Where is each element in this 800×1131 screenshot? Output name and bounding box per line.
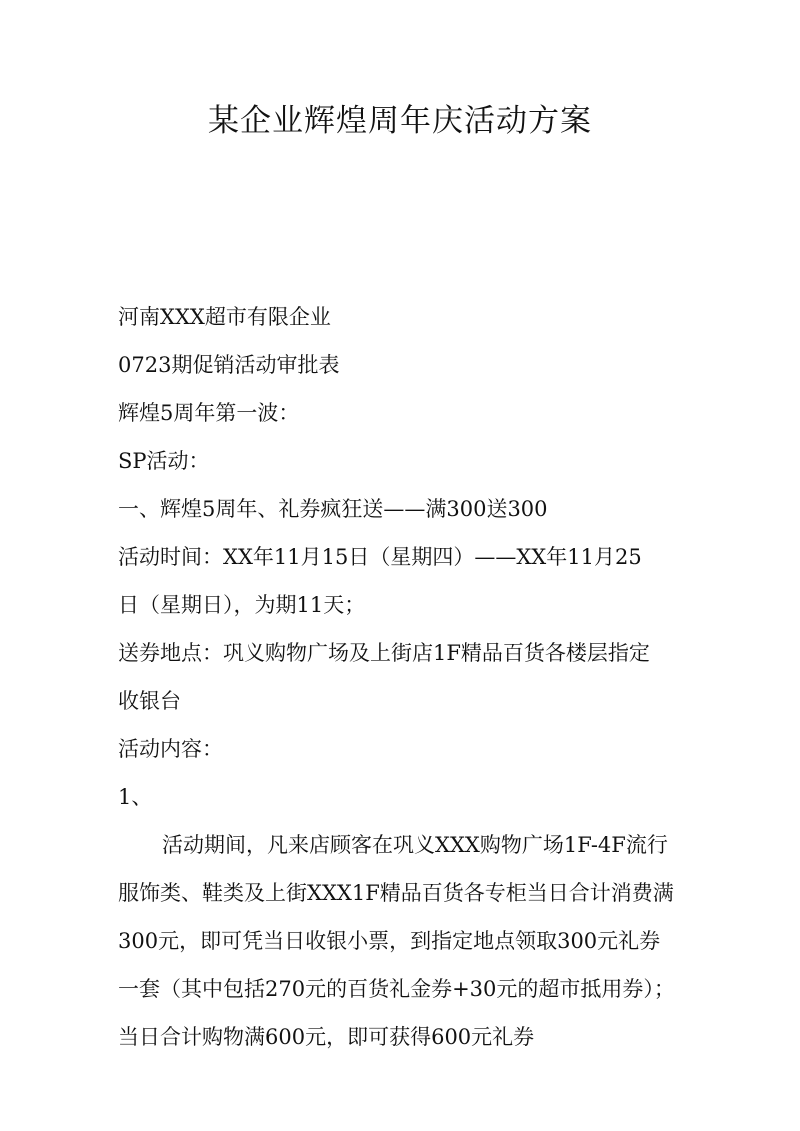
description-line-1: 活动期间，凡来店顾客在巩义XXX购物广场1F-4F流行 <box>162 833 668 857</box>
sp-activity-line: SP活动： <box>118 449 210 473</box>
activity-time <box>118 533 698 629</box>
approval-line: 0723期促销活动审批表 <box>118 353 340 377</box>
document-title: 某企业辉煌周年庆活动方案 <box>208 103 592 139</box>
activity-time-line-2: 日（星期日），为期11天； <box>118 593 366 617</box>
coupon-location-line-2: 收银台 <box>118 689 181 713</box>
company-line: 河南XXX超市有限企业 <box>118 305 331 329</box>
item-number: 1、 <box>118 785 153 809</box>
document-body <box>118 293 698 1061</box>
description-line-5: 当日合计购物满600元，即可获得600元礼券 <box>118 1025 535 1049</box>
coupon-location-line-1: 送券地点：巩义购物广场及上街店1F精品百货各楼层指定 <box>118 641 650 665</box>
section-heading: 一、辉煌5周年、礼券疯狂送——满300送300 <box>118 497 548 521</box>
description-line-3: 300元，即可凭当日收银小票，到指定地点领取300元礼券 <box>118 929 661 953</box>
description-line-2: 服饰类、鞋类及上街XXX1F精品百货各专柜当日合计消费满 <box>118 881 674 905</box>
wave-line: 辉煌5周年第一波： <box>118 401 300 425</box>
activity-description <box>118 821 698 1061</box>
coupon-location <box>118 629 698 725</box>
activity-content-label: 活动内容： <box>118 737 223 761</box>
activity-time-line-1: 活动时间：XX年11月15日（星期四）——XX年11月25 <box>118 545 642 569</box>
description-line-4: 一套（其中包括270元的百货礼金券+30元的超市抵用券）； <box>118 977 675 1001</box>
